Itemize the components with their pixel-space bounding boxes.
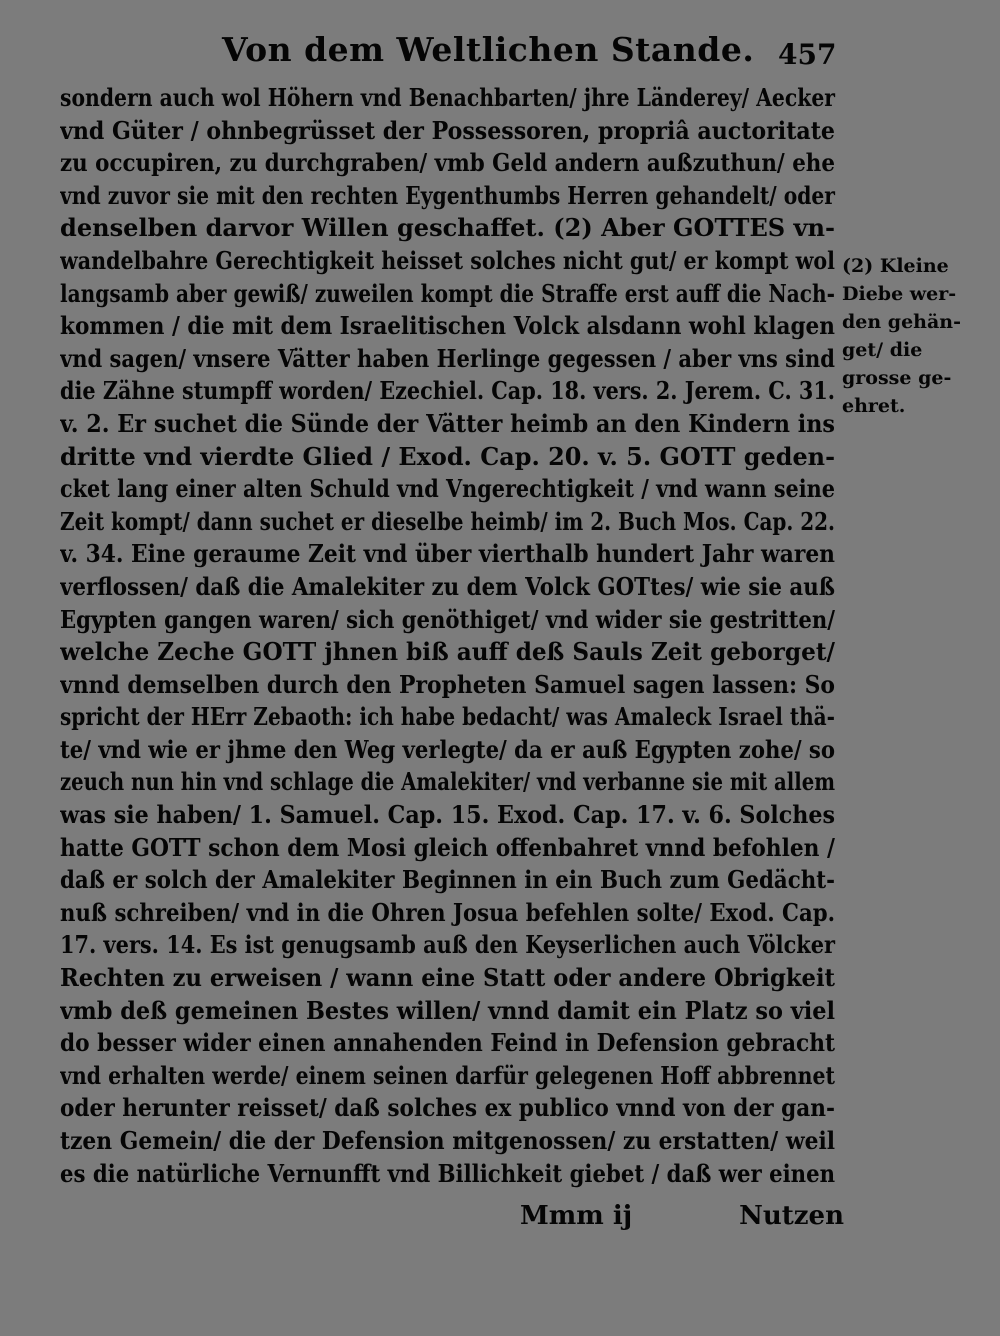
text-line: Egypten gangen waren/ sich genöthiget/ vnd wider sie gestritten/ [60,604,835,634]
marginal-note-line: get/ die [842,339,923,361]
text-line: was sie haben/ 1. Samuel. Cap. 15. Exod. Cap. 17. v. 6. Solches [60,800,835,830]
text-line: v. 2. Er suchet die Sünde der Vätter heimb an den Kindern ins [60,408,835,438]
text-line: langsamb aber gewiß/ zuweilen kompt die Straffe erst auff die Nach- [60,278,835,308]
text-line: daß er solch der Amalekiter Beginnen in ein Buch zum Gedächt- [60,865,835,895]
text-line: do besser wider einen annahenden Feind in Defension gebracht [60,1028,835,1058]
text-line: v. 34. Eine geraume Zeit vnd über vierthalb hundert Jahr waren [60,539,835,569]
text-line: Rechten zu erweisen / wann eine Statt oder andere Obrigkeit [60,963,835,993]
text-line: 17. vers. 14. Es ist genugsamb auß den Keyserlichen auch Völcker [60,930,835,960]
text-line: wandelbahre Gerechtigkeit heisset solches nicht gut/ er kompt wol [60,245,835,275]
text-line: denselben darvor Willen geschaffet. (2) Aber GOTTES vn- [60,213,835,243]
page-footer [60,1201,850,1237]
text-line: spricht der HErr Zebaoth: ich habe bedacht/ was Amaleck Israel thä- [60,702,835,732]
text-line: oder herunter reisset/ daß solches ex publico vnnd von der gan- [60,1093,835,1123]
text-line: Zeit kompt/ dann suchet er dieselbe heimb/ im 2. Buch Mos. Cap. 22. [60,506,835,536]
signature-mark: Mmm ij [520,1201,633,1231]
text-line: vnd Güter / ohnbegrüsset der Possessoren, propriâ auctoritate [60,115,835,145]
running-head: Von dem Weltlichen Stande. [222,30,755,69]
text-line: kommen / die mit dem Israelitischen Volck alsdann wohl klagen [60,311,835,341]
catchword: Nutzen [739,1201,844,1231]
marginal-note-line: den gehän- [842,311,962,333]
text-line: sondern auch wol Höhern vnd Benachbarten/ jhre Länderey/ Aecker [60,83,835,112]
text-line: tzen Gemein/ die der Defension mitgenossen/ zu erstatten/ weil [60,1126,835,1155]
marginal-note-line: (2) Kleine [842,255,949,277]
text-line: es die natürliche Vernunfft vnd Billichkeit giebet / daß wer einen [60,1158,835,1188]
text-line: vmb deß gemeinen Bestes willen/ vnnd damit ein Platz so viel [60,995,835,1025]
text-line: vnd zuvor sie mit den rechten Eygenthumbs Herren gehandelt/ oder [60,180,835,210]
text-line: te/ vnd wie er jhme den Weg verlegte/ da er auß Egypten zohe/ so [60,734,835,764]
text-line: vnnd demselben durch den Propheten Samuel sagen lassen: So [60,669,835,699]
marginal-note [842,252,992,420]
text-line: cket lang einer alten Schuld vnd Vngerechtigkeit / vnd wann seine [60,474,835,504]
text-line: die Zähne stumpff worden/ Ezechiel. Cap. 18. vers. 2. Jerem. C. 31. [60,376,835,406]
text-line: vnd sagen/ vnsere Vätter haben Herlinge gegessen / aber vns sind [60,343,835,373]
text-line: zeuch nun hin vnd schlage die Amalekiter/ vnd verbanne sie mit allem [60,767,835,797]
text-line: verflossen/ daß die Amalekiter zu dem Volck GOTtes/ wie sie auß [60,571,835,601]
marginal-note-line: ehret. [842,395,906,417]
text-line: zu occupiren, zu durchgraben/ vmb Geld andern außzuthun/ ehe [60,148,835,178]
marginal-note-line: Diebe wer- [842,283,957,305]
text-line: hatte GOTT schon dem Mosi gleich offenbahret vnnd befohlen / [60,832,835,862]
body-text [60,82,840,1190]
marginal-note-line: grosse ge- [842,367,952,389]
text-line: dritte vnd vierdte Glied / Exod. Cap. 20. v. 5. GOTT geden- [60,441,835,471]
text-line: vnd erhalten werde/ einem seinen darfür gelegenen Hoff abbrennet [60,1060,835,1090]
text-line: welche Zeche GOTT jhnen biß auff deß Sauls Zeit geborget/ [60,637,835,667]
text-line: nuß schreiben/ vnd in die Ohren Josua befehlen solte/ Exod. Cap. [60,897,835,927]
page-number: 457 [778,38,837,71]
